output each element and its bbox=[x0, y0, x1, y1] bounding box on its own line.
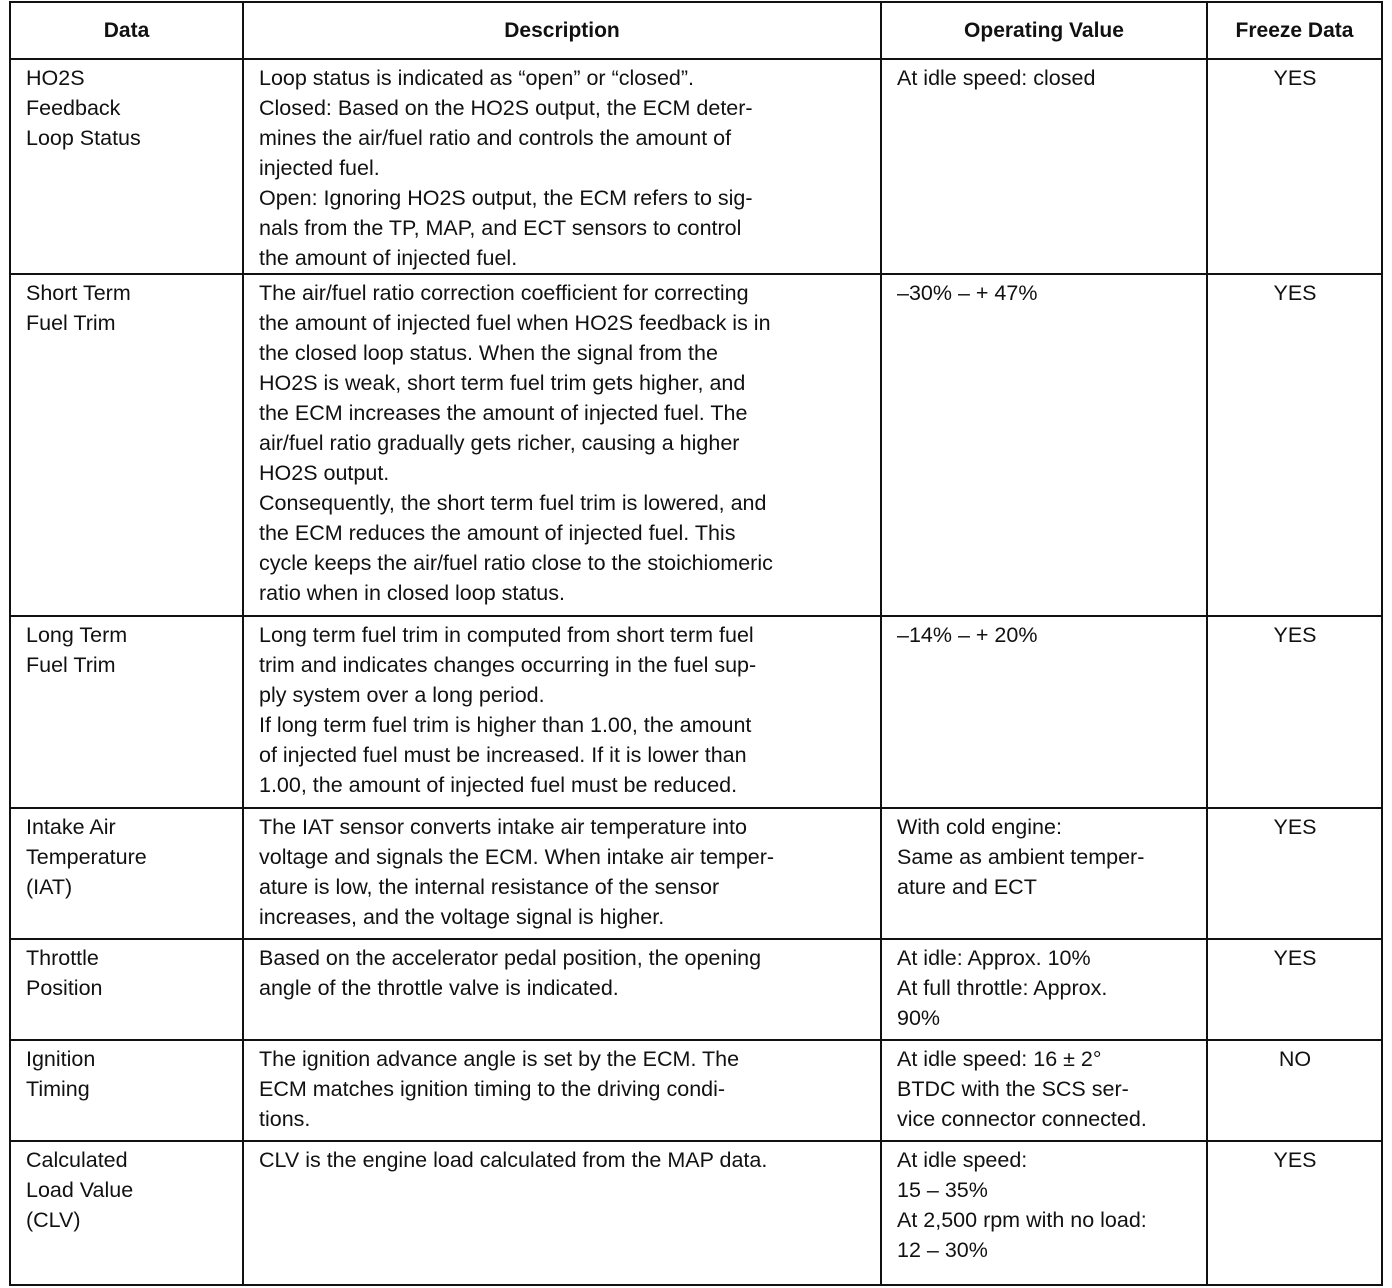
description-cell-line: Long term fuel trim in computed from short term fuel bbox=[259, 623, 754, 647]
data-cell-line: Feedback bbox=[26, 96, 121, 120]
operating-value-cell-line: BTDC with the SCS ser- bbox=[897, 1077, 1129, 1101]
operating-value-cell bbox=[881, 808, 1207, 939]
description-cell-line: air/fuel ratio gradually gets richer, causing a higher bbox=[259, 431, 740, 455]
operating-value-cell-line: At full throttle: Approx. bbox=[897, 976, 1108, 1000]
description-cell-line: trim and indicates changes occurring in the fuel sup- bbox=[259, 653, 757, 677]
freeze-data-cell: NO bbox=[1207, 1040, 1382, 1141]
description-cell-line: the amount of injected fuel when HO2S feedback is in bbox=[259, 311, 771, 335]
operating-value-cell-line: 15 – 35% bbox=[897, 1178, 988, 1202]
operating-value-cell-line: –30% – + 47% bbox=[897, 281, 1038, 305]
description-cell-line: ratio when in closed loop status. bbox=[259, 581, 565, 605]
data-cell bbox=[10, 1141, 243, 1285]
description-cell-line: ECM matches ignition timing to the driving condi- bbox=[259, 1077, 726, 1101]
operating-value-cell-line: vice connector connected. bbox=[897, 1107, 1147, 1131]
table-row bbox=[10, 1141, 1382, 1285]
description-cell-line: the ECM increases the amount of injected fuel. The bbox=[259, 401, 748, 425]
ecm-data-table bbox=[9, 1, 1383, 1286]
freeze-data-cell: YES bbox=[1207, 808, 1382, 939]
data-cell bbox=[10, 808, 243, 939]
data-cell-line: Temperature bbox=[26, 845, 147, 869]
description-cell-line: the amount of injected fuel. bbox=[259, 246, 518, 270]
description-cell-line: ature is low, the internal resistance of the sensor bbox=[259, 875, 720, 899]
description-cell-line: nals from the TP, MAP, and ECT sensors to control bbox=[259, 216, 742, 240]
operating-value-cell-line: At idle: Approx. 10% bbox=[897, 946, 1091, 970]
description-cell-line: the closed loop status. When the signal from the bbox=[259, 341, 718, 365]
data-cell-line: Fuel Trim bbox=[26, 311, 116, 335]
description-cell-line: angle of the throttle valve is indicated. bbox=[259, 976, 619, 1000]
data-cell-line: Throttle bbox=[26, 946, 99, 970]
table-row bbox=[10, 274, 1382, 616]
table-row bbox=[10, 616, 1382, 808]
description-cell-line: HO2S is weak, short term fuel trim gets higher, and bbox=[259, 371, 746, 395]
operating-value-cell bbox=[881, 1141, 1207, 1285]
operating-value-cell bbox=[881, 939, 1207, 1040]
data-cell bbox=[10, 616, 243, 808]
header-row bbox=[10, 2, 1382, 59]
table-row bbox=[10, 808, 1382, 939]
description-cell-line: 1.00, the amount of injected fuel must be reduced. bbox=[259, 773, 738, 797]
description-cell bbox=[243, 1040, 881, 1141]
operating-value-cell-line: With cold engine: bbox=[897, 815, 1062, 839]
description-cell-line: voltage and signals the ECM. When intake air temper- bbox=[259, 845, 775, 869]
description-cell-line: tions. bbox=[259, 1107, 311, 1131]
data-cell-line: HO2S bbox=[26, 66, 85, 90]
description-cell-line: the ECM reduces the amount of injected fuel. This bbox=[259, 521, 736, 545]
operating-value-cell-line: 90% bbox=[897, 1006, 941, 1030]
description-cell-line: If long term fuel trim is higher than 1.00, the amount bbox=[259, 713, 752, 737]
freeze-data-cell: YES bbox=[1207, 616, 1382, 808]
operating-value-cell bbox=[881, 1040, 1207, 1141]
data-cell-line: Short Term bbox=[26, 281, 131, 305]
freeze-data-cell: YES bbox=[1207, 1141, 1382, 1285]
data-cell-line: Long Term bbox=[26, 623, 128, 647]
data-cell-line: Fuel Trim bbox=[26, 653, 116, 677]
data-cell bbox=[10, 274, 243, 616]
operating-value-cell bbox=[881, 59, 1207, 274]
table-row bbox=[10, 59, 1382, 274]
description-cell-line: HO2S output. bbox=[259, 461, 390, 485]
description-cell bbox=[243, 1141, 881, 1285]
operating-value-cell-line: 12 – 30% bbox=[897, 1238, 988, 1262]
description-cell-line: CLV is the engine load calculated from the MAP data. bbox=[259, 1148, 768, 1172]
operating-value-cell-line: ature and ECT bbox=[897, 875, 1037, 899]
data-cell-line: Ignition bbox=[26, 1047, 96, 1071]
description-cell-line: The ignition advance angle is set by the ECM. The bbox=[259, 1047, 740, 1071]
operating-value-cell-line: At idle speed: closed bbox=[897, 66, 1096, 90]
operating-value-cell-line: At idle speed: bbox=[897, 1148, 1028, 1172]
data-cell-line: Loop Status bbox=[26, 126, 141, 150]
data-cell-line: Timing bbox=[26, 1077, 90, 1101]
operating-value-cell bbox=[881, 274, 1207, 616]
description-cell bbox=[243, 939, 881, 1040]
description-cell bbox=[243, 274, 881, 616]
freeze-data-cell: YES bbox=[1207, 939, 1382, 1040]
table-row bbox=[10, 1040, 1382, 1141]
header-data: Data bbox=[10, 2, 243, 59]
description-cell-line: of injected fuel must be increased. If it is lower than bbox=[259, 743, 747, 767]
description-cell-line: cycle keeps the air/fuel ratio close to the stoichiomeric bbox=[259, 551, 773, 575]
description-cell bbox=[243, 616, 881, 808]
operating-value-cell-line: At 2,500 rpm with no load: bbox=[897, 1208, 1147, 1232]
description-cell-line: Loop status is indicated as “open” or “closed”. bbox=[259, 66, 695, 90]
description-cell-line: injected fuel. bbox=[259, 156, 380, 180]
description-cell-line: The air/fuel ratio correction coefficient for correcting bbox=[259, 281, 749, 305]
description-cell-line: Open: Ignoring HO2S output, the ECM refers to sig- bbox=[259, 186, 753, 210]
data-cell-line: Load Value bbox=[26, 1178, 134, 1202]
table-row bbox=[10, 939, 1382, 1040]
description-cell-line: Closed: Based on the HO2S output, the ECM deter- bbox=[259, 96, 753, 120]
data-cell bbox=[10, 59, 243, 274]
description-cell bbox=[243, 808, 881, 939]
operating-value-cell-line: Same as ambient temper- bbox=[897, 845, 1145, 869]
description-cell-line: Consequently, the short term fuel trim is lowered, and bbox=[259, 491, 767, 515]
freeze-data-cell: YES bbox=[1207, 59, 1382, 274]
description-cell-line: The IAT sensor converts intake air temperature into bbox=[259, 815, 747, 839]
data-cell-line: Position bbox=[26, 976, 103, 1000]
operating-value-cell bbox=[881, 616, 1207, 808]
header-operating-value: Operating Value bbox=[881, 2, 1207, 59]
operating-value-cell-line: –14% – + 20% bbox=[897, 623, 1038, 647]
description-cell bbox=[243, 59, 881, 274]
operating-value-cell-line: At idle speed: 16 ± 2° bbox=[897, 1047, 1102, 1071]
data-cell bbox=[10, 939, 243, 1040]
description-cell-line: Based on the accelerator pedal position, the opening bbox=[259, 946, 762, 970]
data-cell-line: (IAT) bbox=[26, 875, 73, 899]
data-cell-line: Calculated bbox=[26, 1148, 128, 1172]
description-cell-line: increases, and the voltage signal is higher. bbox=[259, 905, 665, 929]
data-cell-line: Intake Air bbox=[26, 815, 116, 839]
data-cell bbox=[10, 1040, 243, 1141]
data-cell-line: (CLV) bbox=[26, 1208, 81, 1232]
freeze-data-cell: YES bbox=[1207, 274, 1382, 616]
description-cell-line: ply system over a long period. bbox=[259, 683, 545, 707]
header-description: Description bbox=[243, 2, 881, 59]
header-freeze-data: Freeze Data bbox=[1207, 2, 1382, 59]
description-cell-line: mines the air/fuel ratio and controls the amount of bbox=[259, 126, 732, 150]
